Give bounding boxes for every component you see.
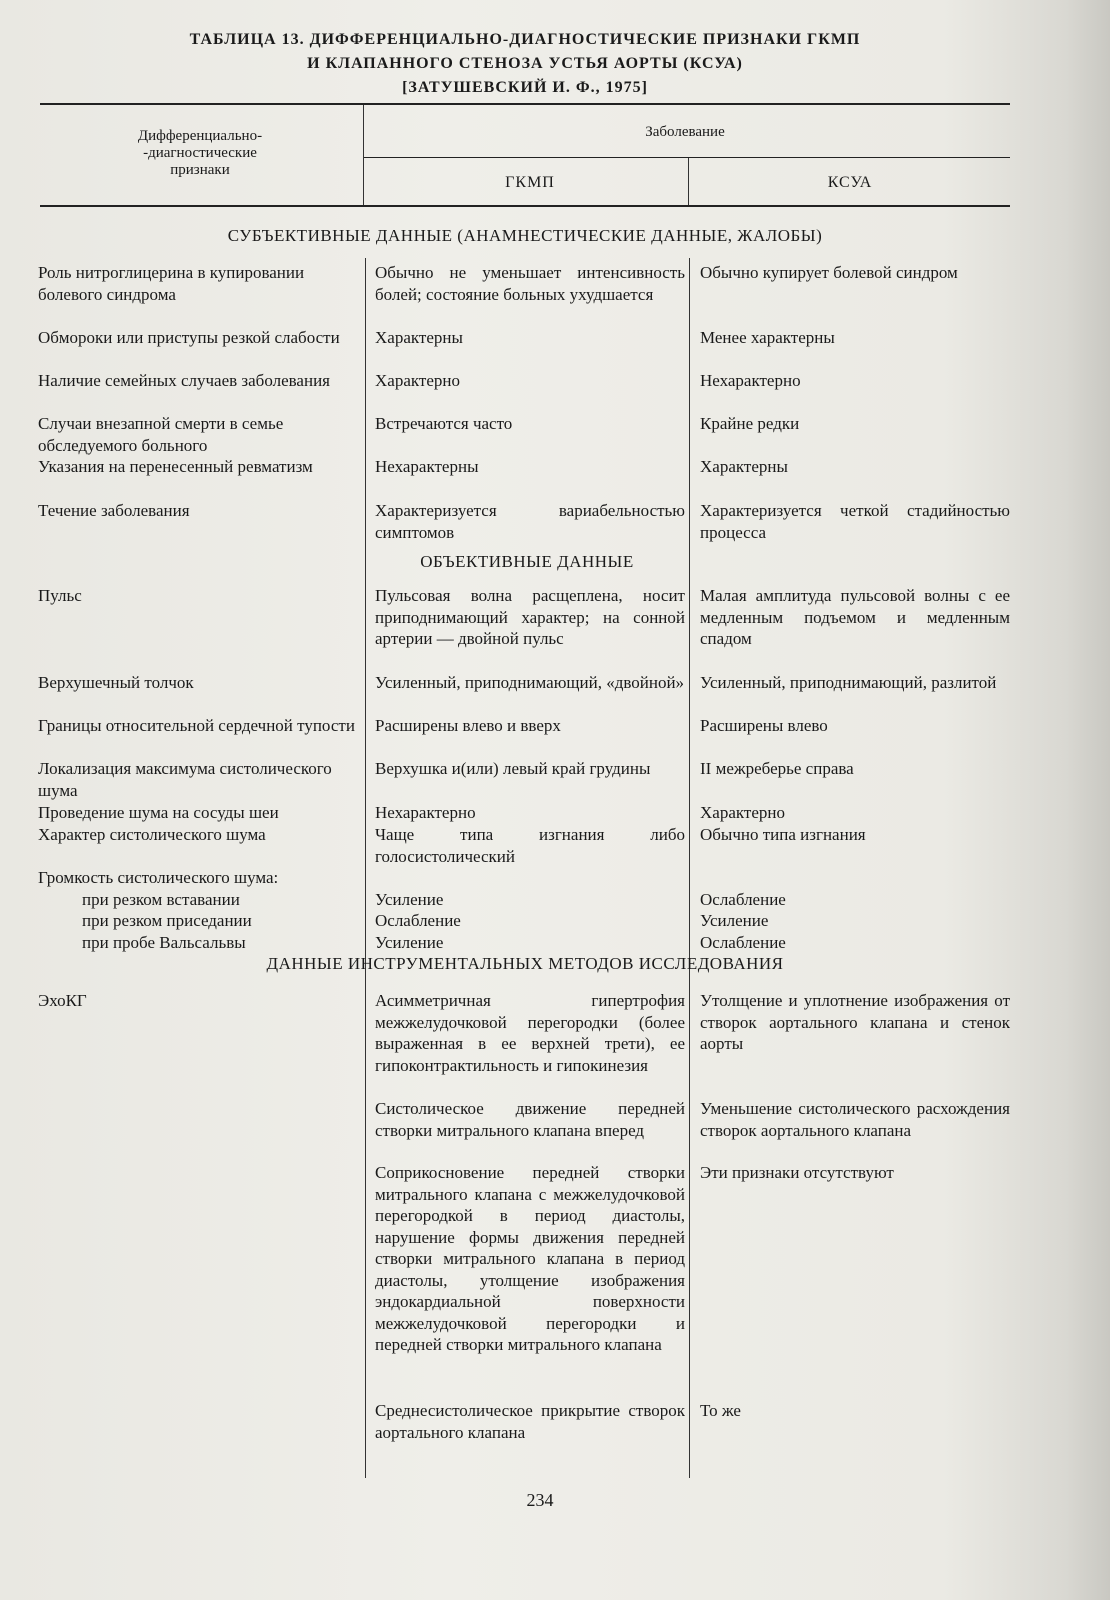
caption-line-3: [ЗАТУШЕВСКИЙ И. Ф., 1975] [402, 79, 648, 96]
header-divider-2 [688, 158, 689, 205]
row-12-gkmp: Чаще типа изгнания либо голосистолический [375, 825, 685, 866]
row-19-ksua: Эти признаки отсутствуют [700, 1163, 894, 1182]
row-19-gkmp: Соприкосновение передней створки митрального клапана с межжелудочковой перегородкой в период диастолы, нарушение формы движения передней створки митрального клапана в период диастолы, утолщение изображения эндокардиальной поверхности межжелудочковой перегородки и передней створки митрального клапана [375, 1163, 685, 1354]
row-1-gkmp: Обычно не уменьшает интенсивность болей; состояние больных ухудшается [375, 263, 685, 304]
row-5-gkmp: Нехарактерны [375, 457, 479, 476]
row-5-ksua: Характерны [700, 457, 788, 476]
row-10-sign: Локализация максимума систолического шума [38, 759, 332, 800]
column-header-gkmp: ГКМП [505, 174, 555, 191]
row-3-gkmp: Характерно [375, 371, 460, 390]
row-12-ksua: Обычно типа изгнания [700, 825, 866, 844]
row-8-gkmp: Усиленный, приподнимающий, «двойной» [375, 673, 685, 692]
row-18-gkmp: Систолическое движение передней створки митрального клапана вперед [375, 1099, 685, 1140]
row-18-ksua: Уменьшение систолического расхождения створок аортального клапана [700, 1099, 1010, 1140]
row-11-gkmp: Нехарактерно [375, 803, 476, 822]
row-7-gkmp: Пульсовая волна расщеплена, носит приподнимающий характер; на сонной артерии — двойной пульс [375, 586, 685, 648]
row-9-sign: Границы относительной сердечной тупости [38, 716, 355, 735]
header-divider-1 [363, 105, 364, 205]
row-8-ksua: Усиленный, приподнимающий, разлитой [700, 673, 997, 692]
row-7-sign: Пульс [38, 586, 82, 605]
row-7-ksua: Малая амплитуда пульсовой волны с ее медленным подъемом и медленным спадом [700, 586, 1010, 648]
row-4-gkmp: Встречаются часто [375, 414, 513, 433]
row-2-sign: Обмороки или приступы резкой слабости [38, 328, 340, 347]
column-header-disease: Заболевание [645, 124, 725, 140]
row-14-ksua: Ослабление [700, 890, 786, 909]
row-2-gkmp: Характерны [375, 328, 463, 347]
row-16-gkmp: Усиление [375, 933, 444, 952]
row-15-sign: при резком приседании [82, 911, 252, 930]
row-4-ksua: Крайне редки [700, 414, 800, 433]
header-bottom-rule [40, 205, 1010, 207]
row-3-sign: Наличие семейных случаев заболевания [38, 371, 330, 390]
top-rule [40, 103, 1010, 105]
row-16-ksua: Ослабление [700, 933, 786, 952]
row-1-sign: Роль нитроглицерина в купировании болевого синдрома [38, 263, 305, 304]
row-6-sign: Течение заболевания [38, 501, 190, 520]
section-objective: ОБЪЕКТИВНЫЕ ДАННЫЕ [420, 552, 634, 571]
row-20-ksua: То же [700, 1401, 741, 1420]
row-14-sign: при резком вставании [82, 890, 240, 909]
column-header-signs: Дифференциально- -диагностические признаки [137, 128, 263, 178]
column-header-ksua: КСУА [827, 174, 873, 191]
row-2-ksua: Менее характерны [700, 328, 835, 347]
section-subjective: СУБЪЕКТИВНЫЕ ДАННЫЕ (АНАМНЕСТИЧЕСКИЕ ДАННЫЕ, ЖАЛОБЫ) [227, 226, 823, 245]
row-12-sign: Характер систолического шума [38, 825, 266, 844]
row-20-gkmp: Среднесистолическое прикрытие створок аортального клапана [375, 1401, 685, 1442]
row-17-ksua: Утолщение и уплотнение изображения от створок аортального клапана и стенок аорты [700, 991, 1010, 1053]
row-9-gkmp: Расширены влево и вверх [375, 716, 561, 735]
row-14-gkmp: Усиление [375, 890, 444, 909]
row-11-sign: Проведение шума на сосуды шеи [38, 803, 279, 822]
row-3-ksua: Нехарактерно [700, 371, 801, 390]
page-number: 234 [526, 1490, 554, 1510]
row-15-gkmp: Ослабление [375, 911, 461, 930]
row-16-sign: при пробе Вальсальвы [82, 933, 246, 952]
caption-line-1: ТАБЛИЦА 13. ДИФФЕРЕНЦИАЛЬНО-ДИАГНОСТИЧЕСКИЕ ПРИЗНАКИ ГКМП [189, 31, 861, 48]
body-divider-1 [365, 258, 366, 1478]
row-17-sign: ЭхоКГ [38, 991, 87, 1010]
row-10-gkmp: Верхушка и(или) левый край грудины [375, 759, 651, 778]
row-13-sign: Громкость систолического шума: [38, 868, 279, 887]
table-caption [40, 28, 1010, 100]
row-8-sign: Верхушечный толчок [38, 673, 194, 692]
caption-line-2: И КЛАПАННОГО СТЕНОЗА УСТЬЯ АОРТЫ (КСУА) [307, 55, 743, 72]
row-5-sign: Указания на перенесенный ревматизм [38, 457, 313, 476]
subheader-rule [363, 157, 1010, 158]
row-15-ksua: Усиление [700, 911, 769, 930]
row-9-ksua: Расширены влево [700, 716, 828, 735]
row-6-gkmp: Характеризуется вариабельностью симптомов [375, 501, 685, 542]
row-10-ksua: II межреберье справа [700, 759, 854, 778]
row-4-sign: Случаи внезапной смерти в семье обследуемого больного [38, 414, 284, 455]
row-6-ksua: Характеризуется четкой стадийностью процесса [700, 501, 1010, 542]
row-17-gkmp: Асимметричная гипертрофия межжелудочковой перегородки (более выраженная в ее верхней трети), ее гипоконтрактильность и гипокинезия [375, 991, 685, 1075]
row-1-ksua: Обычно купирует болевой синдром [700, 263, 958, 282]
section-instrumental: ДАННЫЕ ИНСТРУМЕНТАЛЬНЫХ МЕТОДОВ ИССЛЕДОВАНИЯ [266, 954, 784, 973]
row-11-ksua: Характерно [700, 803, 785, 822]
body-divider-2 [689, 258, 690, 1478]
